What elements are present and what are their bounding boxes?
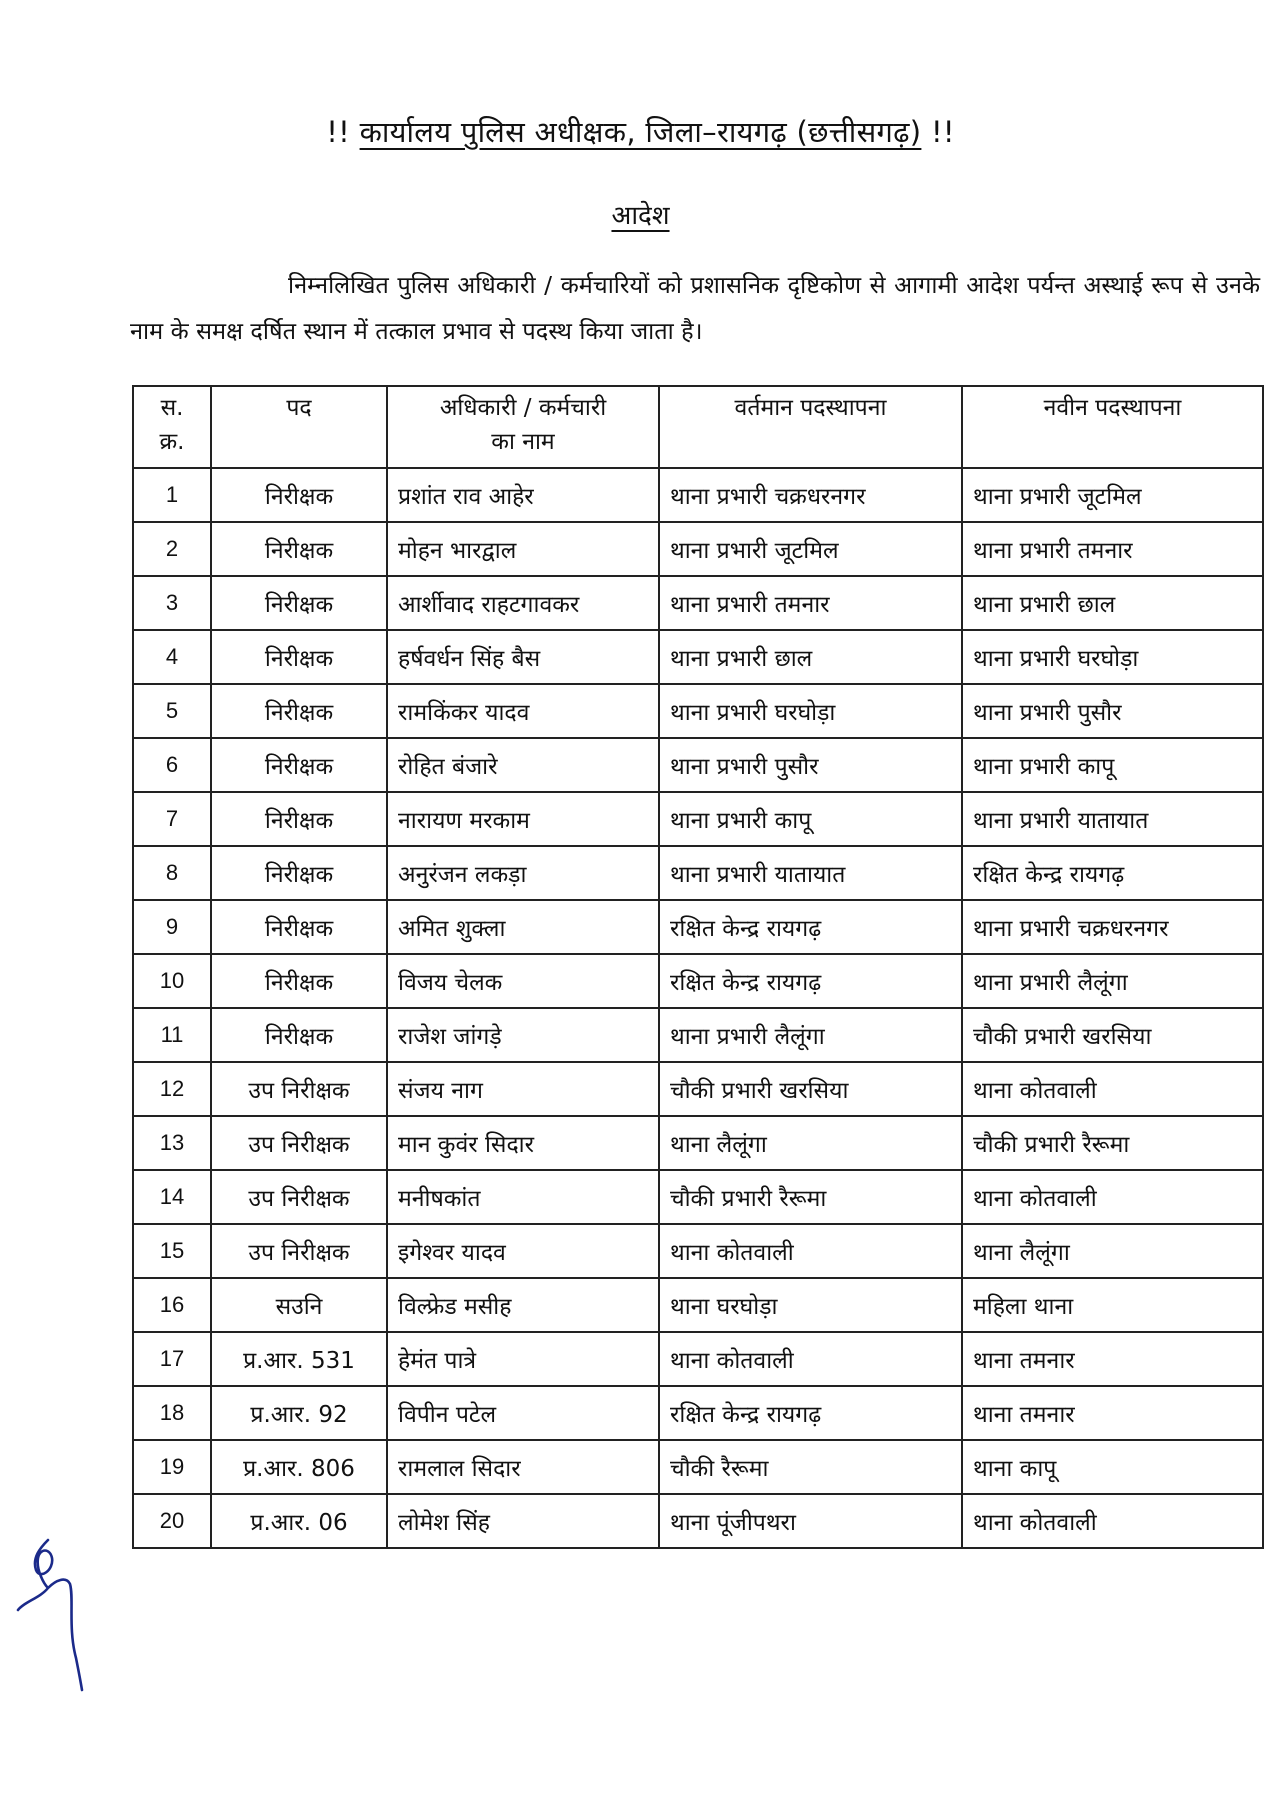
cell-current-posting: थाना प्रभारी पुसौर	[659, 738, 962, 792]
table-row	[133, 954, 1263, 1008]
cell-serial-number: 18	[133, 1386, 211, 1440]
cell-post: प्र.आर. 806	[211, 1440, 387, 1494]
cell-post: प्र.आर. 92	[211, 1386, 387, 1440]
cell-post: निरीक्षक	[211, 630, 387, 684]
cell-serial-number: 2	[133, 522, 211, 576]
title-suffix: !!	[930, 115, 955, 149]
table-row	[133, 1494, 1263, 1548]
cell-post: सउनि	[211, 1278, 387, 1332]
cell-current-posting: चौकी प्रभारी रैरूमा	[659, 1170, 962, 1224]
cell-post: उप निरीक्षक	[211, 1116, 387, 1170]
table-header-row	[133, 386, 1263, 468]
header-officer-name	[387, 386, 659, 468]
cell-new-posting: थाना प्रभारी छाल	[962, 576, 1263, 630]
cell-post: निरीक्षक	[211, 954, 387, 1008]
cell-officer-name: हेमंत पात्रे	[387, 1332, 659, 1386]
cell-new-posting: थाना प्रभारी जूटमिल	[962, 468, 1263, 522]
cell-new-posting: थाना कापू	[962, 1440, 1263, 1494]
cell-officer-name: राजेश जांगड़े	[387, 1008, 659, 1062]
cell-new-posting: महिला थाना	[962, 1278, 1263, 1332]
cell-new-posting: चौकी प्रभारी रैरूमा	[962, 1116, 1263, 1170]
cell-officer-name: नारायण मरकाम	[387, 792, 659, 846]
cell-post: प्र.आर. 531	[211, 1332, 387, 1386]
cell-post: निरीक्षक	[211, 792, 387, 846]
table-row	[133, 576, 1263, 630]
cell-new-posting: थाना प्रभारी घरघोड़ा	[962, 630, 1263, 684]
cell-current-posting: थाना कोतवाली	[659, 1224, 962, 1278]
cell-officer-name: आर्शीवाद राहटगावकर	[387, 576, 659, 630]
cell-new-posting: थाना प्रभारी कापू	[962, 738, 1263, 792]
cell-new-posting: थाना तमनार	[962, 1332, 1263, 1386]
cell-new-posting: थाना प्रभारी यातायात	[962, 792, 1263, 846]
cell-new-posting: थाना तमनार	[962, 1386, 1263, 1440]
table-row	[133, 738, 1263, 792]
cell-officer-name: प्रशांत राव आहेर	[387, 468, 659, 522]
cell-post: उप निरीक्षक	[211, 1062, 387, 1116]
header-name-line2: का नाम	[491, 429, 555, 455]
cell-post: उप निरीक्षक	[211, 1170, 387, 1224]
cell-current-posting: थाना प्रभारी यातायात	[659, 846, 962, 900]
cell-serial-number: 14	[133, 1170, 211, 1224]
table-row	[133, 1062, 1263, 1116]
table-body	[133, 468, 1263, 1548]
cell-new-posting: थाना प्रभारी चक्रधरनगर	[962, 900, 1263, 954]
table-row	[133, 1008, 1263, 1062]
cell-serial-number: 15	[133, 1224, 211, 1278]
cell-current-posting: थाना कोतवाली	[659, 1332, 962, 1386]
cell-serial-number: 17	[133, 1332, 211, 1386]
table-row	[133, 1386, 1263, 1440]
cell-officer-name: विल्फ्रेड मसीह	[387, 1278, 659, 1332]
cell-post: निरीक्षक	[211, 738, 387, 792]
table-row	[133, 1332, 1263, 1386]
header-new-posting: नवीन पदस्थापना	[962, 386, 1263, 468]
header-sn-line1: स.	[160, 395, 184, 421]
cell-officer-name: मान कुवंर सिदार	[387, 1116, 659, 1170]
header-name-line1: अधिकारी / कर्मचारी	[439, 395, 607, 421]
cell-post: निरीक्षक	[211, 576, 387, 630]
cell-current-posting: चौकी रैरूमा	[659, 1440, 962, 1494]
cell-officer-name: रोहित बंजारे	[387, 738, 659, 792]
cell-officer-name: रामकिंकर यादव	[387, 684, 659, 738]
table-row	[133, 1116, 1263, 1170]
header-current-posting: वर्तमान पदस्थापना	[659, 386, 962, 468]
table-row	[133, 900, 1263, 954]
cell-officer-name: संजय नाग	[387, 1062, 659, 1116]
cell-serial-number: 16	[133, 1278, 211, 1332]
table-row	[133, 468, 1263, 522]
cell-post: निरीक्षक	[211, 846, 387, 900]
cell-new-posting: थाना कोतवाली	[962, 1494, 1263, 1548]
cell-officer-name: रामलाल सिदार	[387, 1440, 659, 1494]
cell-officer-name: विजय चेलक	[387, 954, 659, 1008]
header-post: पद	[211, 386, 387, 468]
cell-post: निरीक्षक	[211, 522, 387, 576]
cell-new-posting: थाना लैलूंगा	[962, 1224, 1263, 1278]
cell-post: निरीक्षक	[211, 468, 387, 522]
cell-new-posting: थाना प्रभारी तमनार	[962, 522, 1263, 576]
page-title	[0, 112, 1281, 151]
cell-officer-name: विपीन पटेल	[387, 1386, 659, 1440]
cell-new-posting: रक्षित केन्द्र रायगढ़	[962, 846, 1263, 900]
cell-current-posting: थाना प्रभारी छाल	[659, 630, 962, 684]
table-row	[133, 1278, 1263, 1332]
cell-current-posting: थाना प्रभारी कापू	[659, 792, 962, 846]
cell-officer-name: हर्षवर्धन सिंह बैस	[387, 630, 659, 684]
cell-current-posting: रक्षित केन्द्र रायगढ़	[659, 1386, 962, 1440]
cell-serial-number: 7	[133, 792, 211, 846]
order-paragraph: निम्नलिखित पुलिस अधिकारी / कर्मचारियों को प्रशासनिक दृष्टिकोण से आगामी आदेश पर्यन्त अस्थाई रूप से उनके नाम के समक्ष दर्षित स्थान में तत्काल प्रभाव से पदस्थ किया जाता है।	[130, 271, 1260, 345]
cell-post: निरीक्षक	[211, 684, 387, 738]
cell-serial-number: 9	[133, 900, 211, 954]
title-prefix: !!	[326, 115, 351, 149]
cell-post: निरीक्षक	[211, 900, 387, 954]
cell-serial-number: 1	[133, 468, 211, 522]
cell-serial-number: 8	[133, 846, 211, 900]
cell-serial-number: 5	[133, 684, 211, 738]
cell-new-posting: थाना प्रभारी पुसौर	[962, 684, 1263, 738]
table-row	[133, 522, 1263, 576]
cell-new-posting: थाना कोतवाली	[962, 1062, 1263, 1116]
title-text: कार्यालय पुलिस अधीक्षक, जिला–रायगढ़ (छत्तीसगढ़)	[359, 115, 922, 149]
table-row	[133, 630, 1263, 684]
cell-post: उप निरीक्षक	[211, 1224, 387, 1278]
cell-current-posting: चौकी प्रभारी खरसिया	[659, 1062, 962, 1116]
handwritten-signature	[10, 1518, 100, 1698]
table-row	[133, 684, 1263, 738]
cell-officer-name: मनीषकांत	[387, 1170, 659, 1224]
cell-serial-number: 11	[133, 1008, 211, 1062]
table-row	[133, 1224, 1263, 1278]
cell-post: प्र.आर. 06	[211, 1494, 387, 1548]
cell-serial-number: 4	[133, 630, 211, 684]
table-row	[133, 1170, 1263, 1224]
cell-officer-name: अमित शुक्ला	[387, 900, 659, 954]
cell-current-posting: रक्षित केन्द्र रायगढ़	[659, 954, 962, 1008]
table-row	[133, 846, 1263, 900]
cell-current-posting: रक्षित केन्द्र रायगढ़	[659, 900, 962, 954]
cell-post: निरीक्षक	[211, 1008, 387, 1062]
transfer-table	[132, 385, 1264, 1549]
cell-current-posting: थाना प्रभारी जूटमिल	[659, 522, 962, 576]
order-heading: आदेश	[611, 201, 670, 231]
cell-new-posting: थाना कोतवाली	[962, 1170, 1263, 1224]
cell-officer-name: अनुरंजन लकड़ा	[387, 846, 659, 900]
cell-current-posting: थाना प्रभारी तमनार	[659, 576, 962, 630]
cell-serial-number: 13	[133, 1116, 211, 1170]
cell-serial-number: 19	[133, 1440, 211, 1494]
cell-current-posting: थाना घरघोड़ा	[659, 1278, 962, 1332]
cell-current-posting: थाना प्रभारी घरघोड़ा	[659, 684, 962, 738]
cell-officer-name: लोमेश सिंह	[387, 1494, 659, 1548]
cell-serial-number: 3	[133, 576, 211, 630]
cell-serial-number: 20	[133, 1494, 211, 1548]
header-serial-number	[133, 386, 211, 468]
cell-new-posting: चौकी प्रभारी खरसिया	[962, 1008, 1263, 1062]
cell-serial-number: 12	[133, 1062, 211, 1116]
table-row	[133, 792, 1263, 846]
cell-serial-number: 6	[133, 738, 211, 792]
cell-current-posting: थाना प्रभारी लैलूंगा	[659, 1008, 962, 1062]
cell-officer-name: इगेश्वर यादव	[387, 1224, 659, 1278]
cell-officer-name: मोहन भारद्वाल	[387, 522, 659, 576]
cell-current-posting: थाना लैलूंगा	[659, 1116, 962, 1170]
cell-serial-number: 10	[133, 954, 211, 1008]
header-sn-line2: क्र.	[159, 429, 185, 455]
cell-new-posting: थाना प्रभारी लैलूंगा	[962, 954, 1263, 1008]
cell-current-posting: थाना पूंजीपथरा	[659, 1494, 962, 1548]
table-row	[133, 1440, 1263, 1494]
cell-current-posting: थाना प्रभारी चक्रधरनगर	[659, 468, 962, 522]
